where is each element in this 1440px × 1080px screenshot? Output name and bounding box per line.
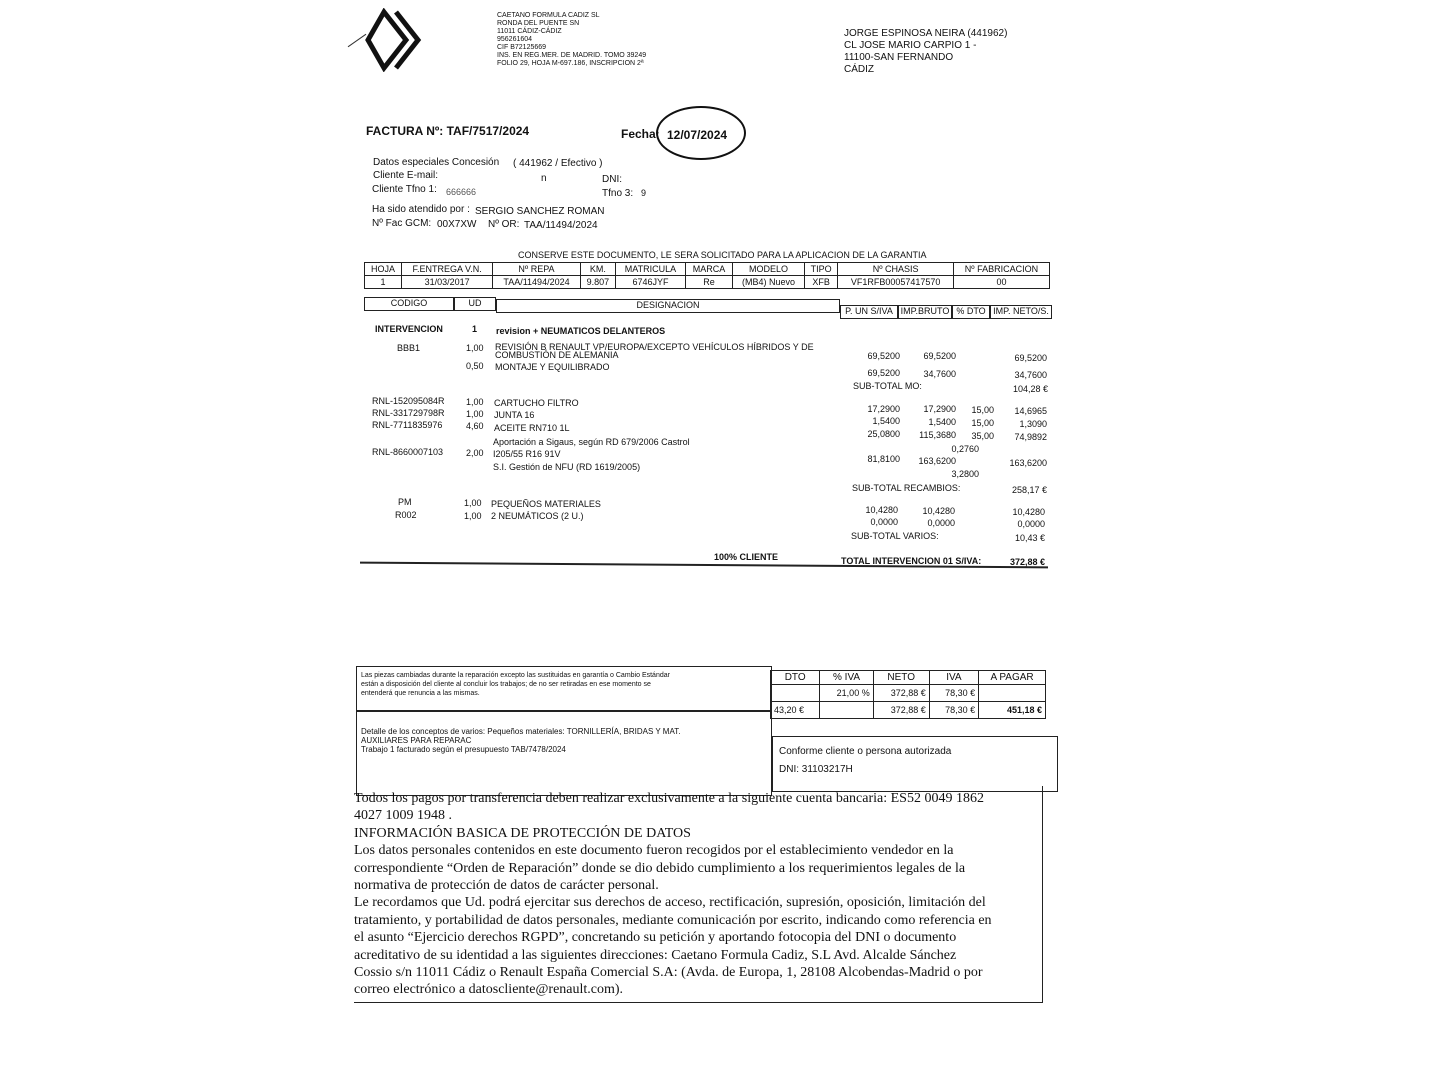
tfno3-label: Tfno 3:: [602, 188, 634, 199]
item-pun: 1,5400: [872, 416, 900, 426]
totals-cell: 21,00 %: [820, 685, 873, 702]
footer-text: entenderá que renuncia a las mismas.: [361, 690, 480, 697]
conforme-box: [772, 736, 1058, 792]
item-ud: 1,00: [466, 397, 484, 407]
invoice-number: FACTURA Nº: TAF/7517/2024: [366, 124, 530, 138]
item-bruto: 17,2900: [923, 404, 956, 414]
customer-line: CL JOSE MARIO CARPIO 1 -: [844, 40, 977, 51]
vehicle-header: MARCA: [685, 263, 732, 276]
item-ud: 0,50: [466, 361, 484, 371]
footer-varios-box: [356, 710, 772, 796]
item-neto: 10,4280: [1012, 507, 1045, 517]
item-code: RNL-331729798R: [372, 408, 445, 418]
subtotal-parts-label: SUB-TOTAL RECAMBIOS:: [852, 483, 961, 493]
item-neto: 1,3090: [1019, 419, 1047, 429]
item-bruto: 163,6200: [918, 456, 956, 466]
col-neto: IMP. NETO/S.: [990, 305, 1052, 319]
item-desc: ACEITE RN710 1L: [494, 423, 570, 433]
datos-especiales: Datos especiales Concesión: [373, 157, 500, 168]
item-ud: 1,00: [466, 409, 484, 419]
item-pun: 25,0800: [867, 429, 900, 439]
total-intervencion-label: TOTAL INTERVENCION 01 S/IVA:: [841, 556, 982, 566]
item-bruto: 69,5200: [923, 351, 956, 361]
item-ud: 4,60: [466, 421, 484, 431]
item-pun: 69,5200: [867, 351, 900, 361]
fac-gcm-value: 00X7XW: [437, 219, 477, 230]
vehicle-header: HOJA: [365, 263, 402, 276]
vehicle-value: 6746JYF: [616, 276, 686, 289]
company-line: CAETANO FORMULA CADIZ SL: [497, 12, 600, 19]
item-neto: 74,9892: [1014, 432, 1047, 442]
item-desc: I205/55 R16 91V: [493, 449, 561, 459]
item-desc: CARTUCHO FILTRO: [494, 398, 579, 408]
totals-cell: 451,18 €: [979, 702, 1046, 719]
item-dto: 15,00: [971, 405, 994, 415]
item-pun: 10,4280: [865, 505, 898, 515]
totals-cell: 372,88 €: [873, 685, 929, 702]
intervention-label: INTERVENCION: [375, 324, 443, 334]
company-line: INS. EN REG.MER. DE MADRID. TOMO 39249: [497, 52, 647, 59]
col-p-un: P. UN S/IVA: [840, 305, 898, 319]
total-intervencion-value: 372,88 €: [1009, 557, 1045, 567]
date-handwritten-circle: [656, 106, 746, 160]
item-dto: 35,00: [971, 431, 994, 441]
item-pun: 81,8100: [867, 454, 900, 464]
item-code: R002: [395, 510, 417, 520]
tfno1-label: Cliente Tfno 1:: [372, 184, 437, 195]
vehicle-header: Nº CHASIS: [838, 263, 954, 276]
vehicle-value: 9.807: [580, 276, 615, 289]
totals-cell: 78,30 €: [929, 685, 978, 702]
totals-cell: 43,20 €: [771, 702, 820, 719]
col-designacion: DESIGNACION: [496, 299, 840, 313]
atendido-value: SERGIO SANCHEZ ROMAN: [475, 206, 605, 217]
conforme-label: Conforme cliente o persona autorizada: [779, 746, 952, 757]
totals-cell: [820, 702, 873, 719]
item-desc: COMBUSTIÓN DE ALEMANIA: [495, 350, 619, 360]
legal-line: correo electrónico a datoscliente@renault.com).: [354, 982, 624, 998]
item-neto: 69,5200: [1014, 353, 1047, 363]
totals-cell: 78,30 €: [929, 702, 978, 719]
item-bruto: 3,2800: [951, 469, 979, 479]
item-ud: 1,00: [464, 511, 482, 521]
item-pun: 0,0000: [870, 517, 898, 527]
company-line: 11011 CÁDIZ-CÁDIZ: [497, 28, 562, 35]
footer-text: Las piezas cambiadas durante la reparación excepto las sustituidas en garantía o Cambio Estándar: [361, 672, 670, 679]
totals-row: [771, 702, 1046, 719]
email-label: Cliente E-mail:: [373, 170, 439, 181]
warranty-notice: CONSERVE ESTE DOCUMENTO, LE SERA SOLICITADO PARA LA APLICACION DE LA GARANTIA: [518, 250, 927, 260]
footer-text: Detalle de los conceptos de varios: Pequeños materiales: TORNILLERÍA, BRIDAS Y MAT.: [361, 727, 681, 736]
company-block: [497, 12, 646, 68]
vehicle-table: [364, 262, 1050, 289]
item-neto: 0,0000: [1017, 519, 1045, 529]
totals-row: [771, 685, 1046, 702]
legal-line: correspondiente “Orden de Reparación” donde se dio debido cumplimiento a los requerimientos legales de la: [354, 860, 966, 876]
concesion: ( 441962 / Efectivo ): [513, 158, 603, 169]
cliente-pct: 100% CLIENTE: [714, 552, 779, 562]
customer-line: JORGE ESPINOSA NEIRA (441962): [844, 28, 1008, 39]
atendido-label: Ha sido atendido por :: [372, 204, 470, 215]
item-desc: S.I. Gestión de NFU (RD 1619/2005): [493, 462, 641, 472]
totals-header: A PAGAR: [979, 671, 1046, 685]
subtotal-mo-label: SUB-TOTAL MO:: [853, 381, 922, 391]
item-neto: 14,6965: [1014, 406, 1047, 416]
date-label: Fecha:: [621, 127, 660, 141]
subtotal-parts-value: 258,17 €: [1011, 485, 1047, 495]
intervention-desc: revision + NEUMATICOS DELANTEROS: [496, 326, 666, 336]
vehicle-header-row: [365, 263, 1050, 276]
item-code: PM: [398, 497, 412, 507]
col-ud: UD: [454, 297, 496, 311]
subtotal-varios-label: SUB-TOTAL VARIOS:: [851, 531, 939, 541]
tfno1-value: 666666: [446, 187, 477, 197]
vehicle-value: TAA/11494/2024: [493, 276, 581, 289]
col-codigo: CODIGO: [364, 297, 454, 311]
item-code: BBB1: [397, 343, 421, 353]
legal-line: Todos los pagos por transferencia deben realizar exclusivamente a la siguiente cuenta bancaria: ES52 0049 1862: [354, 791, 984, 806]
item-bruto: 10,4280: [922, 506, 955, 516]
customer-block: [844, 28, 1007, 76]
item-desc: Aportación a Sigaus, según RD 679/2006 Castrol: [493, 437, 690, 447]
footer-text: están a disposición del cliente al concluir los trabajos; de no ser retiradas en ese momento se: [361, 681, 651, 688]
vehicle-value: 31/03/2017: [402, 276, 493, 289]
totals-header-row: [771, 671, 1046, 685]
item-bruto: 0,2760: [951, 444, 979, 454]
col-imp-bruto: IMP.BRUTO: [898, 305, 952, 319]
item-bruto: 1,5400: [928, 417, 956, 427]
totals-cell: [979, 685, 1046, 702]
item-pun: 69,5200: [867, 368, 900, 378]
vehicle-header: KM.: [580, 263, 615, 276]
legal-line: tratamiento, y portabilidad de datos personales, mediante comunicación por escrito, indicando como referencia en: [354, 912, 992, 928]
totals-header: NETO: [873, 671, 929, 685]
item-code: RNL-8660007103: [372, 447, 444, 457]
vehicle-header: MATRICULA: [616, 263, 686, 276]
tfno3-value: 9: [641, 188, 647, 198]
vehicle-value: 00: [953, 276, 1049, 289]
legal-line: Los datos personales contenidos en este documento fueron recogidos por el establecimiento vendedor en la: [354, 843, 954, 859]
footer-text: AUXILIARES PARA REPARAC: [361, 736, 472, 745]
legal-line: 4027 1009 1948 .: [354, 808, 452, 824]
item-desc: MONTAJE Y EQUILIBRADO: [495, 362, 610, 372]
footer-text: Trabajo 1 facturado según el presupuesto TAB/7478/2024: [361, 745, 566, 754]
item-desc: JUNTA 16: [494, 410, 535, 420]
item-desc: PEQUEÑOS MATERIALES: [491, 499, 601, 509]
totals-table: [770, 670, 1046, 719]
totals-header: % IVA: [820, 671, 873, 685]
or-value: TAA/11494/2024: [524, 220, 598, 231]
legal-box: [354, 786, 1043, 1003]
item-pun: 17,2900: [867, 404, 900, 414]
item-dto: 15,00: [971, 418, 994, 428]
vehicle-header: Nº REPA: [493, 263, 581, 276]
customer-line: CÁDIZ: [844, 64, 874, 75]
vehicle-value: 1: [365, 276, 402, 289]
totals-header: IVA: [929, 671, 978, 685]
subtotal-mo-value: 104,28 €: [1012, 384, 1048, 394]
item-ud: 1,00: [464, 498, 482, 508]
vehicle-value: XFB: [804, 276, 838, 289]
vehicle-header: Nº FABRICACION: [953, 263, 1049, 276]
totals-cell: [771, 685, 820, 702]
vehicle-header: TIPO: [804, 263, 838, 276]
company-line: FOLIO 29, HOJA M-697.186, INSCRIPCION 2ª: [497, 60, 644, 67]
company-line: CIF B72125669: [497, 44, 547, 51]
totals-cell: 372,88 €: [873, 702, 929, 719]
vehicle-header: MODELO: [733, 263, 805, 276]
footer-pieces-box: [356, 666, 772, 712]
legal-line: acreditativo de su identidad a las siguientes direcciones: Caetano Formula Cadiz, S.L Avd. Alcalde Sánchez: [354, 947, 957, 963]
item-code: RNL-152095084R: [372, 396, 445, 406]
item-bruto: 0,0000: [927, 518, 955, 528]
legal-line: Cossio s/n 11011 Cádiz o Renault España Comercial S.A: (Avda. de Europa, 1, 28108 Alcobendas-Madrid o por: [354, 965, 983, 981]
company-line: 956261604: [497, 36, 533, 43]
item-desc: 2 NEUMÁTICOS (2 U.): [491, 511, 584, 521]
email-fragment: n: [541, 173, 547, 184]
vehicle-value: (MB4) Nuevo: [733, 276, 805, 289]
item-bruto: 34,7600: [923, 369, 956, 379]
totals-header: DTO: [771, 671, 820, 685]
item-bruto: 115,3680: [919, 430, 956, 440]
conforme-dni: DNI: 31103217H: [779, 764, 853, 775]
dni-label: DNI:: [602, 174, 622, 185]
item-desc: REVISIÓN B RENAULT VP/EUROPA/EXCEPTO VEHÍCULOS HÍBRIDOS Y DE: [495, 342, 814, 352]
vehicle-header: F.ENTREGA V.N.: [402, 263, 493, 276]
item-code: RNL-7711835976: [372, 420, 443, 430]
item-neto: 163,6200: [1009, 458, 1047, 468]
item-ud: 2,00: [466, 448, 484, 458]
legal-line: INFORMACIÓN BASICA DE PROTECCIÓN DE DATOS: [354, 825, 691, 841]
intervention-num: 1: [472, 324, 478, 334]
legal-line: Le recordamos que Ud. podrá ejercitar sus derechos de acceso, rectificación, supresión, oposición, limitación del: [354, 895, 986, 911]
renault-logo: [362, 8, 422, 72]
customer-line: 11100-SAN FERNANDO: [844, 52, 954, 63]
vehicle-value-row: [365, 276, 1050, 289]
fac-gcm-label: Nº Fac GCM:: [372, 218, 432, 229]
vehicle-value: Re: [685, 276, 732, 289]
item-ud: 1,00: [466, 343, 484, 353]
legal-line: el asunto “Ejercicio derechos RGPD”, concretando su petición y aportando fotocopia del DNI o documento: [354, 930, 957, 946]
date-value: 12/07/2024: [667, 128, 728, 142]
col-dto: % DTO: [952, 305, 990, 319]
legal-line: normativa de protección de datos de carácter personal.: [354, 878, 659, 894]
or-label: Nº OR:: [488, 219, 520, 230]
vehicle-value: VF1RFB00057417570: [838, 276, 954, 289]
item-neto: 34,7600: [1014, 370, 1047, 380]
subtotal-varios-value: 10,43 €: [1014, 533, 1045, 543]
company-line: RONDA DEL PUENTE SN: [497, 20, 580, 27]
